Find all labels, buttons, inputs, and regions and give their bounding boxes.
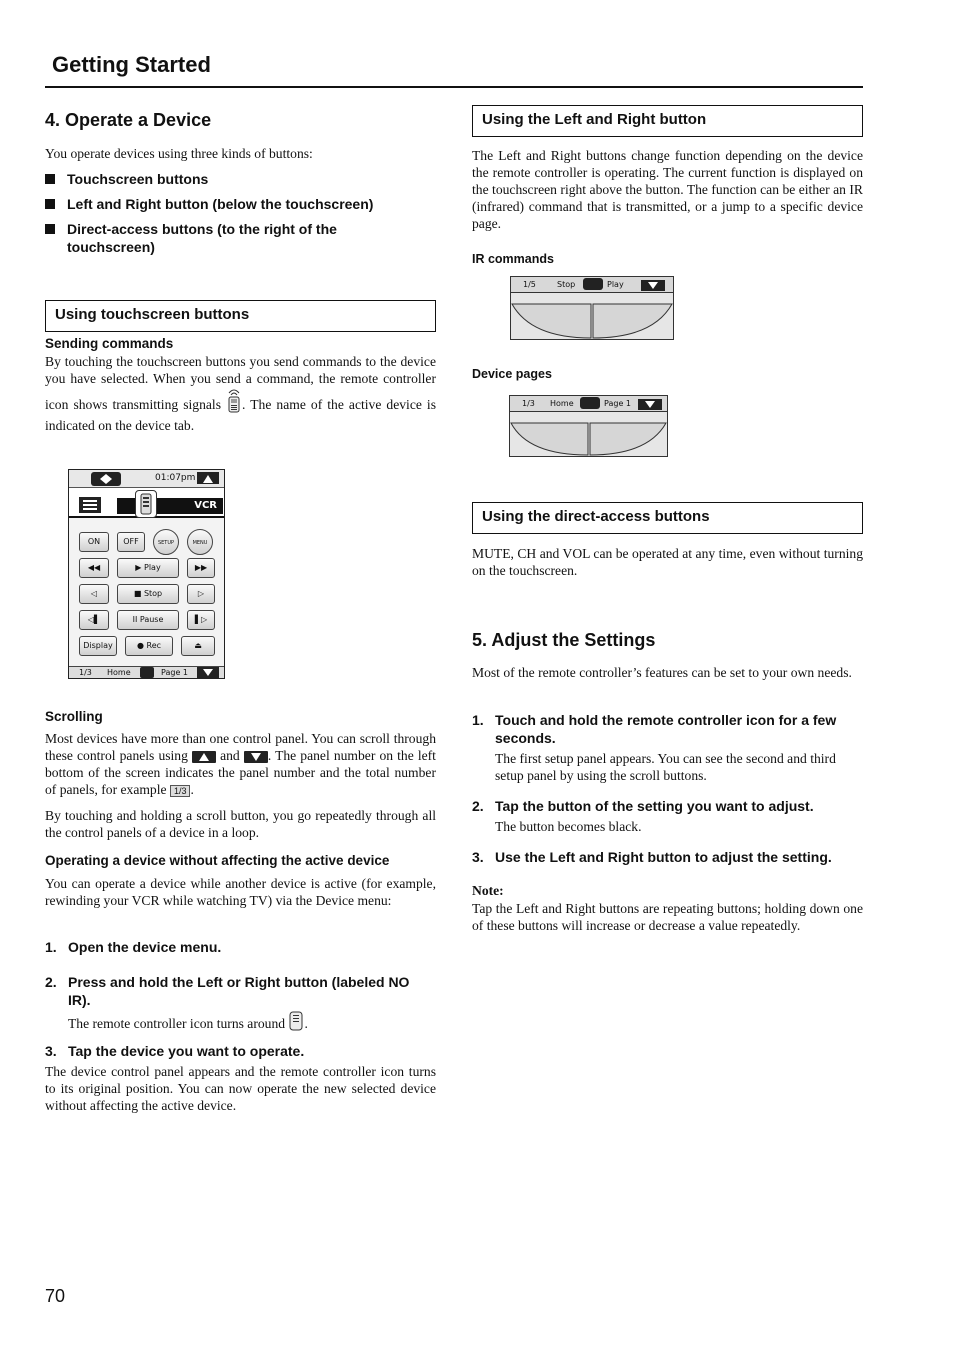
ir-panel-number: 1/5 (523, 280, 536, 289)
frame-back-button[interactable]: ◁▌ (79, 610, 109, 630)
ir-strip-bar (511, 277, 673, 293)
record-button[interactable]: ● Rec (125, 636, 173, 656)
bullet-square-icon (45, 224, 55, 234)
scroll-down-icon (197, 667, 219, 678)
operate-intro: You operate devices using three kinds of buttons: (45, 146, 313, 161)
sending-heading: Sending commands (45, 336, 174, 351)
home-icon (91, 472, 121, 486)
bullet-item: Left and Right button (below the touchscreen) (45, 195, 436, 213)
transmitting-remote-icon (226, 387, 242, 417)
bullet-list (45, 170, 436, 256)
footer-home-label[interactable]: Home (107, 668, 131, 677)
pause-button[interactable]: II Pause (117, 610, 179, 630)
device-menu-icon (79, 497, 101, 513)
panel-number: 1/3 (79, 668, 92, 677)
operating-heading: Operating a device without affecting the active device (45, 853, 390, 868)
header-rule (45, 86, 863, 88)
on-button[interactable]: ON (79, 532, 109, 552)
ir-left-function: Stop (557, 280, 576, 289)
remote-turned-icon (288, 1011, 304, 1035)
right-step-1-note: The first setup panel appears. You can see the second and third setup panel by using the scroll buttons. (495, 751, 836, 783)
scrolling-text: Most devices have more than one control panel. You can scroll through these control panels using and . The panel number on the left bottom of the screen indicates the panel number and the total number of panels, for example 1/3 . (45, 731, 436, 797)
screen-top-bar (69, 470, 224, 488)
menu-button[interactable]: MENU (187, 529, 213, 555)
bullet-item: Direct-access buttons (to the right of the touchscreen) (45, 220, 355, 256)
note-text: Tap the Left and Right buttons are repeating buttons; holding down one of these buttons will increase or decrease a value repeatedly. (472, 901, 863, 933)
scroll-up-icon (192, 751, 216, 763)
adjust-intro: Most of the remote controller’s features can be set to your own needs. (472, 665, 852, 680)
bullet-square-icon (45, 199, 55, 209)
left-right-hardkeys-icon (510, 413, 667, 457)
scrolling-heading: Scrolling (45, 709, 103, 724)
adjust-heading: 5. Adjust the Settings (472, 630, 656, 650)
page-number: 70 (45, 1286, 66, 1306)
bullet-square-icon (45, 174, 55, 184)
scroll-down-icon (244, 751, 268, 763)
screen-footer (69, 666, 224, 678)
device-pages-image (509, 395, 668, 457)
right-step-3: 3. Use the Left and Right button to adjust the setting. (472, 849, 832, 865)
footer-page-label[interactable]: Page 1 (161, 668, 188, 677)
skip-back-button[interactable]: ◁ (79, 584, 109, 604)
pages-left-function[interactable]: Home (550, 399, 574, 408)
eject-button[interactable]: ⏏ (181, 636, 215, 656)
panel-number-example: 1/3 (170, 785, 191, 797)
bullet-item: Touchscreen buttons (45, 170, 436, 188)
remote-small-icon (140, 667, 154, 678)
left-step-2-note: The remote controller icon turns around . (45, 1011, 436, 1035)
device-tab-bar (69, 488, 224, 518)
remote-small-icon (583, 278, 603, 290)
fast-forward-button[interactable]: ▶▶ (187, 558, 215, 578)
device-pages-heading: Device pages (472, 367, 552, 381)
ir-commands-heading: IR commands (472, 252, 554, 266)
right-step-2: 2. Tap the button of the setting you want to adjust. (472, 798, 814, 814)
device-tab[interactable]: VCR (117, 498, 223, 514)
screen-time: 01:07pm (155, 473, 196, 483)
note-heading: Note: (472, 883, 504, 898)
left-right-hardkeys-icon (511, 294, 673, 340)
left-right-text: The Left and Right buttons change function depending on the device the remote controller is operating. The current function is displayed on the touchscreen right above the button. The function can be either an IR (infrared) command that is transmitted, or a jump to a specific device page. (472, 148, 863, 231)
scroll-down-icon (641, 280, 665, 291)
page-header-title: Getting Started (52, 52, 211, 77)
off-button[interactable]: OFF (117, 532, 145, 552)
scrolling-hold-text: By touching and holding a scroll button, you go repeatedly through all the control panels of a device in a loop. (45, 808, 436, 840)
stop-button[interactable]: ■ Stop (117, 584, 179, 604)
touchscreen-section-box: Using touchscreen buttons (45, 300, 436, 332)
rewind-button[interactable]: ◀◀ (79, 558, 109, 578)
skip-forward-button[interactable]: ▷ (187, 584, 215, 604)
final-text: The device control panel appears and the remote controller icon turns to its original position. You can now operate the new selected device without affecting the active device. (45, 1064, 436, 1113)
left-step-1: 1. Open the device menu. (45, 939, 222, 955)
right-step-1: 1. Touch and hold the remote controller icon for a few seconds. (472, 712, 837, 746)
ir-commands-image (510, 276, 674, 340)
direct-access-text: MUTE, CH and VOL can be operated at any time, even without turning on the touchscreen. (472, 546, 863, 578)
operating-text: You can operate a device while another device is active (for example, rewinding your VCR while watching TV) via the Device menu: (45, 876, 436, 908)
operate-heading: 4. Operate a Device (45, 110, 212, 130)
left-step-3: 3. Tap the device you want to operate. (45, 1043, 305, 1059)
pages-panel-number: 1/3 (522, 399, 535, 408)
scroll-up-icon (197, 472, 219, 484)
remote-touchscreen-image (68, 469, 225, 679)
left-step-2: 2. Press and hold the Left or Right button (labeled NO IR). (45, 974, 410, 1008)
frame-forward-button[interactable]: ▌▷ (187, 610, 215, 630)
play-button[interactable]: ▶ Play (117, 558, 179, 578)
remote-controller-icon[interactable] (135, 490, 157, 518)
direct-access-section-box: Using the direct-access buttons (472, 502, 863, 534)
remote-small-icon (580, 397, 600, 409)
right-step-2-note: The button becomes black. (495, 819, 642, 834)
sending-text: By touching the touchscreen buttons you send commands to the device you have selected. When you send a command, the remote controller icon shows transmitting signals . The name of the active device is indicated on the device tab. (45, 354, 436, 433)
pages-right-function[interactable]: Page 1 (604, 399, 631, 408)
ir-right-function: Play (607, 280, 624, 289)
scroll-down-icon (638, 399, 662, 410)
pages-strip-bar (510, 396, 667, 412)
left-right-section-box: Using the Left and Right button (472, 105, 863, 137)
setup-button[interactable]: SETUP (153, 529, 179, 555)
display-button[interactable]: Display (79, 636, 117, 656)
